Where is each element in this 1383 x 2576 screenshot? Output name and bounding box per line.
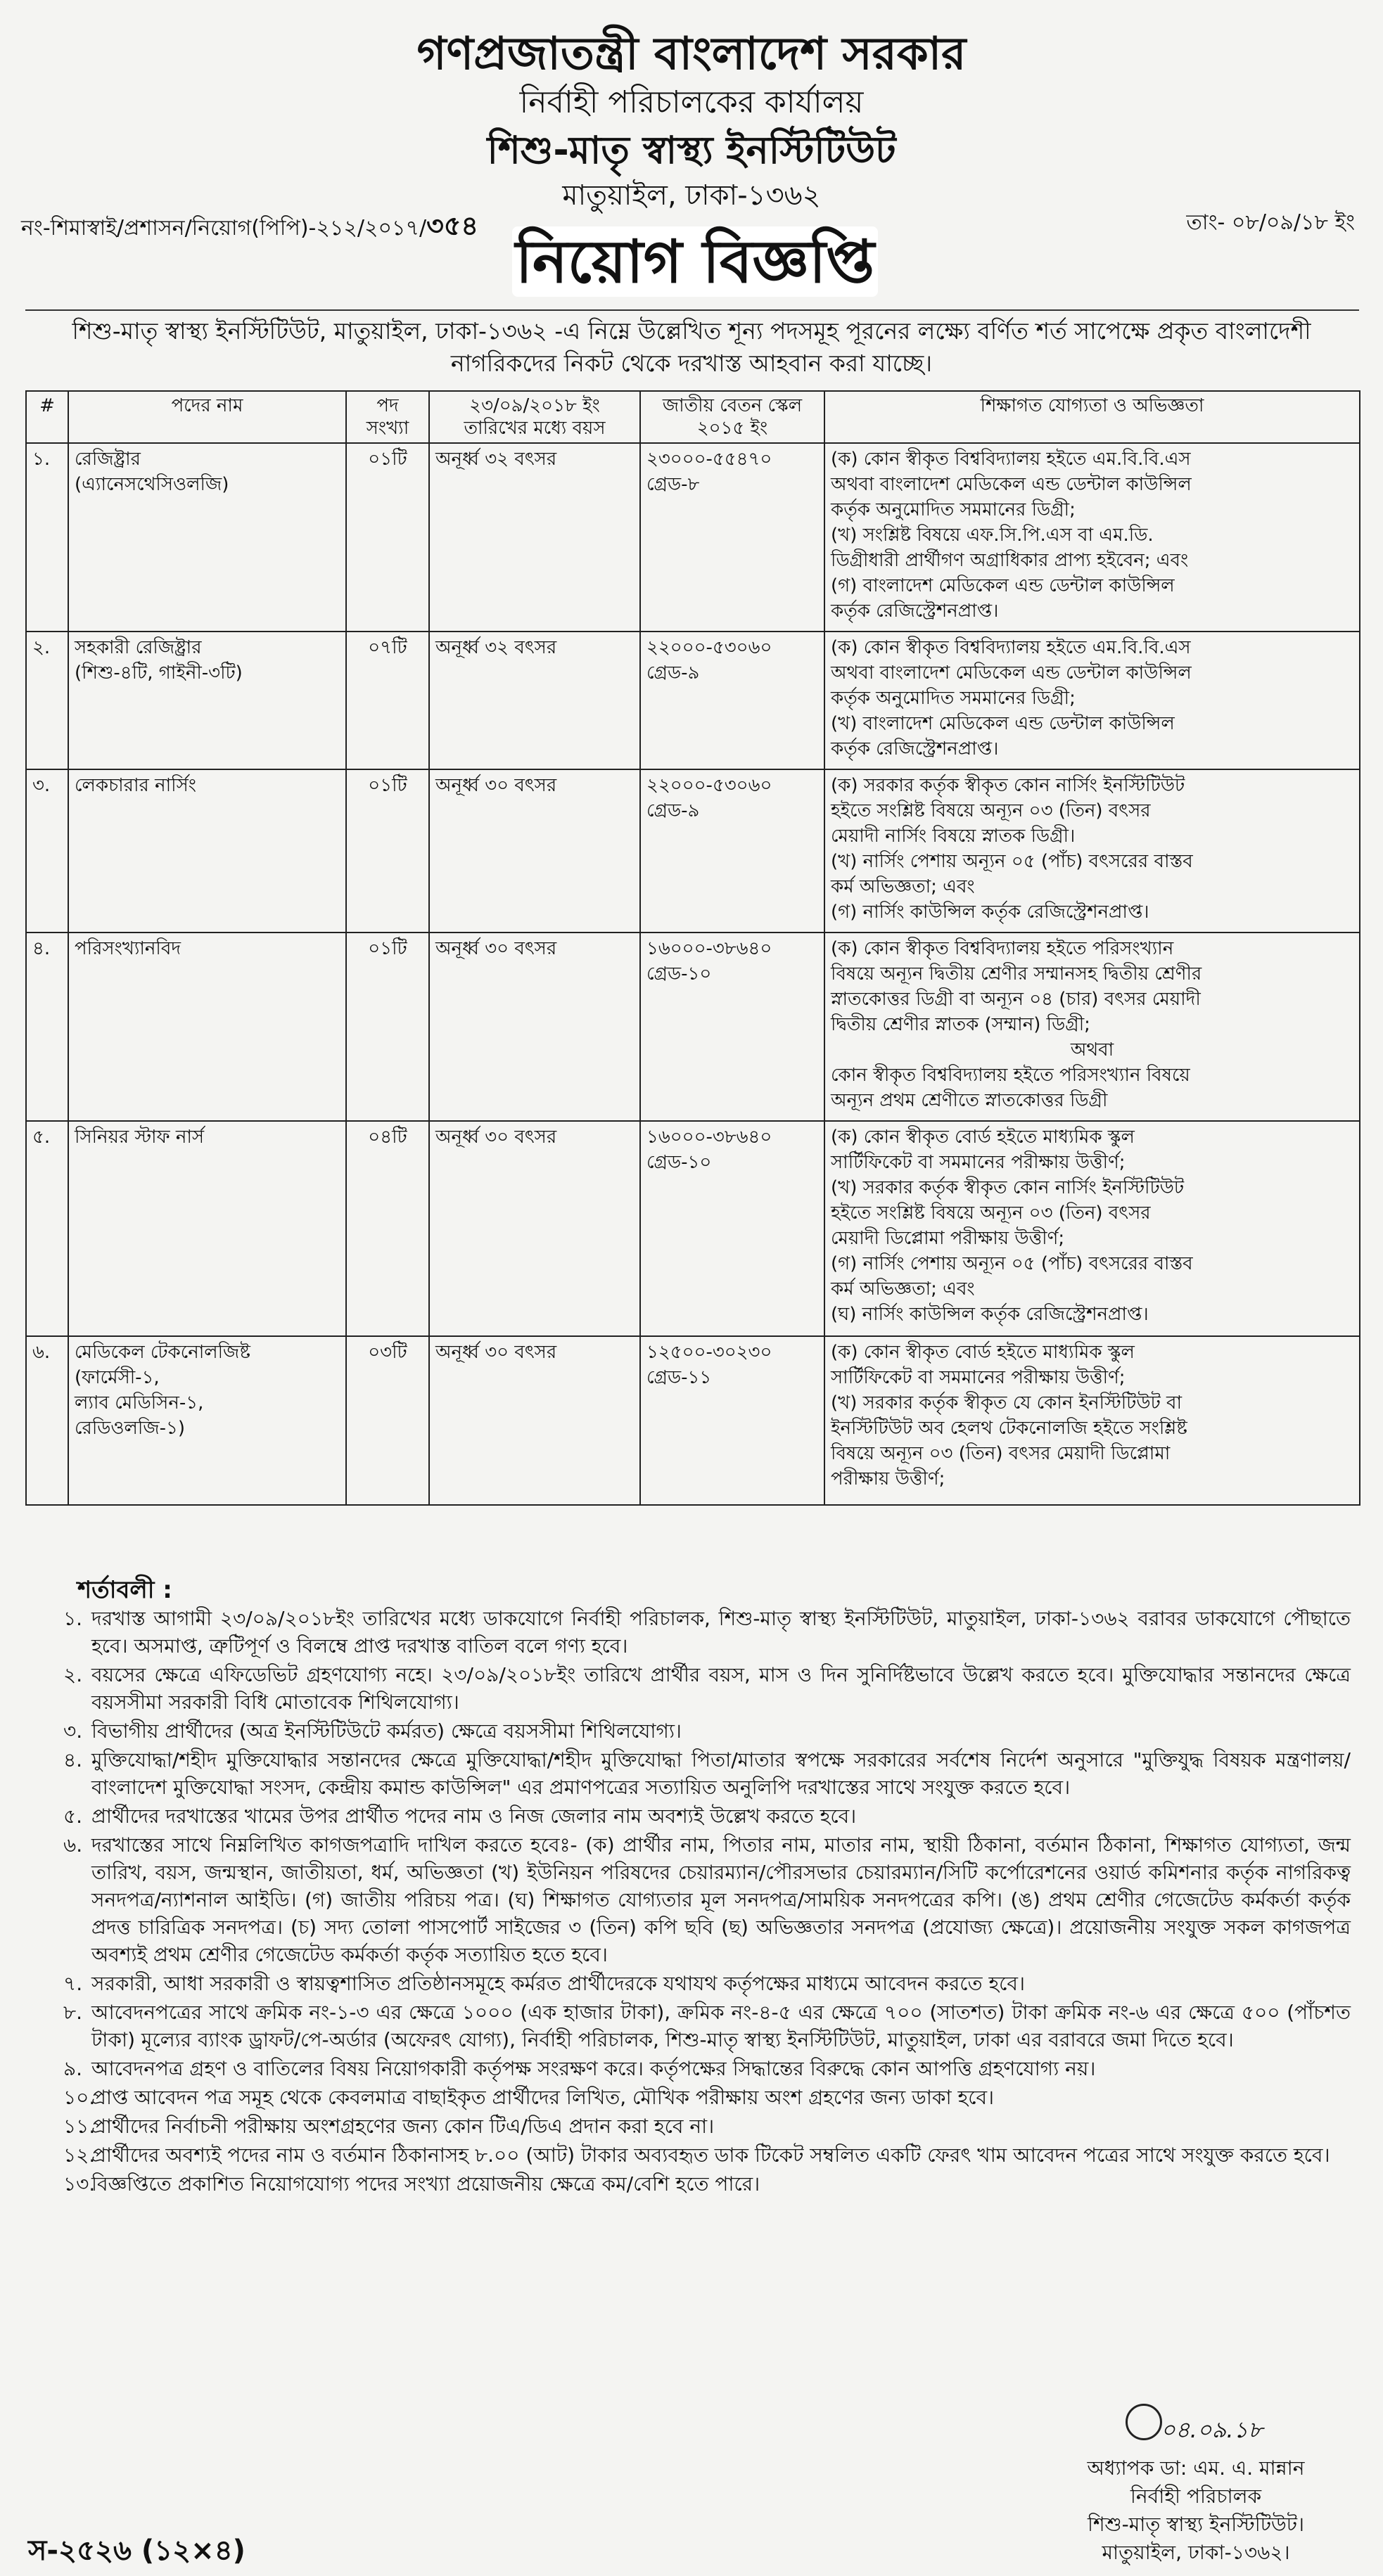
list-item (28, 1605, 1351, 1660)
term-text: প্রার্থীদের দরখাস্তের খামের উপর প্রার্থীত পদের নাম ও নিজ জেলার নাম অবশ্যই উল্লেখ করতে হবে। (91, 1805, 857, 1828)
signatory-address: মাতুয়াইল, ঢাকা-১৩৬২। (1102, 2541, 1290, 2564)
list-item (28, 2084, 1351, 2111)
qual-line: কর্তৃক রেজিস্ট্রেশনপ্রাপ্ত। (831, 601, 999, 622)
term-number: ৮. (63, 2001, 83, 2024)
qual-line: (ক) কোন স্বীকৃত বিশ্ববিদ্যালয় হইতে এম.বি.বি.এস (831, 449, 1191, 470)
qual-line: বিষয়ে অন্যূন ০৩ (তিন) বৎসর মেয়াদী ডিপ্লোমা (831, 1443, 1171, 1464)
term-text: দরখাস্ত আগামী ২৩/০৯/২০১৮ইং তারিখের মধ্যে ডাকযোগে নির্বাহী পরিচালক, শিশু-মাতৃ স্বাস্থ্য ইনস্টিটিউট, মাতুয়াইল, ঢাকা-১৩৬২ বরাবর ডাকযোগে পৌছাতে হবে। অসমাপ্ত, ত্রুটিপূর্ণ ও বিলম্বে প্রাপ্ত দরখাস্ত বাতিল বলে গণ্য হবে। (91, 1607, 1351, 1658)
cell-serial: ৬. (26, 1336, 68, 1505)
qual-line: হইতে সংশ্লিষ্ট বিষয়ে অন্যূন ০৩ (তিন) বৎসর (831, 800, 1151, 821)
term-number: ১১. (63, 2115, 96, 2138)
scale-range: ২৩০০০-৫৫৪৭০ (646, 449, 772, 470)
post-line: পরিসংখ্যানবিদ (75, 938, 181, 959)
list-item (28, 1999, 1351, 2053)
cell-scale (640, 1336, 824, 1505)
col-header-serial: # (26, 391, 68, 443)
terms-list (28, 1605, 1351, 2199)
cell-post (68, 632, 346, 769)
cell-age: অনূর্ধ্ব ৩০ বৎসর (429, 1121, 640, 1336)
term-number: ৯. (63, 2057, 83, 2080)
qual-line: অথবা বাংলাদেশ মেডিকেল এন্ড ডেন্টাল কাউন্সিল (831, 662, 1192, 684)
qual-line: (ক) সরকার কর্তৃক স্বীকৃত কোন নার্সিং ইনস্টিটিউট (831, 775, 1185, 796)
qual-line: (খ) সরকার কর্তৃক স্বীকৃত কোন নার্সিং ইনস্টিটিউট (831, 1177, 1185, 1198)
term-number: ৭. (63, 1972, 83, 1995)
cell-serial: ৩. (26, 769, 68, 933)
list-item (28, 2113, 1351, 2140)
cell-qualification (824, 443, 1360, 632)
table-row (26, 1121, 1360, 1336)
signature-date: ০৪.০৯.১৮ (1161, 2416, 1263, 2443)
term-number: ১০. (63, 2086, 96, 2109)
qual-line: (গ) বাংলাদেশ মেডিকেল এন্ড ডেন্টাল কাউন্সিল (831, 575, 1175, 596)
term-text: বয়সের ক্ষেত্রে এফিডেভিট গ্রহণযোগ্য নহে। ২৩/০৯/২০১৮ইং তারিখে প্রার্থীর বয়স, মাস ও দিন সুনির্দিষ্টভাবে উল্লেখ করতে হবে। মুক্তিযোদ্ধার সন্তানদের ক্ষেত্রে বয়সসীমা সরকারী বিধি মোতাবেক শিথিলযোগ্য। (91, 1663, 1351, 1714)
qual-line: কর্ম অভিজ্ঞতা; এবং (831, 876, 975, 897)
qual-line: (খ) বাংলাদেশ মেডিকেল এন্ড ডেন্টাল কাউন্সিল (831, 713, 1175, 734)
qual-line: (ঘ) নার্সিং কাউন্সিল কর্তৃক রেজিস্ট্রেশনপ্রাপ্ত। (831, 1304, 1149, 1325)
scale-grade: গ্রেড-৮ (646, 474, 700, 495)
cell-qualification (824, 769, 1360, 933)
signature-mark (1126, 2404, 1162, 2440)
signatory-name: অধ্যাপক ডা: এম. এ. মান্নান (1087, 2456, 1305, 2480)
cell-qualification (824, 1336, 1360, 1505)
cell-count: ০১টি (346, 769, 429, 933)
list-item (28, 1802, 1351, 1830)
term-text: বিজ্ঞপ্তিতে প্রকাশিত নিয়োগযোগ্য পদের সংখ্যা প্রয়োজনীয় ক্ষেত্রে কম/বেশি হতে পারে। (91, 2172, 760, 2196)
cell-count: ০৩টি (346, 1336, 429, 1505)
government-title: গণপ্রজাতন্ত্রী বাংলাদেশ সরকার (416, 28, 967, 80)
list-item (28, 2170, 1351, 2198)
term-text: দরখাস্তের সাথে নিম্নলিখিত কাগজপত্রাদি দাখিল করতে হবেঃ- (ক) প্রার্থীর নাম, পিতার নাম, মাতার নাম, স্থায়ী ঠিকানা, বর্তমান ঠিকানা, শিক্ষাগত যোগ্যতা, জন্ম তারিখ, বয়স, জন্মস্থান, জাতীয়তা, ধর্ম, অভিজ্ঞতা (খ) ইউনিয়ন পরিষদের চেয়ারম্যান/পৌরসভার চেয়ারম্যান/সিটি কর্পোরেশনের ওয়ার্ড কমিশনার কর্তৃক নাগরিকত্ব সনদপত্র/ন্যাশনাল আইডি। (গ) জাতীয় পরিচয় পত্র। (ঘ) শিক্ষাগত যোগ্যতার মূল সনদপত্র/সাময়িক সনদপত্রের কপি। (ঙ) প্রথম শ্রেণীর গেজেটেড কর্মকর্তা কর্তৃক প্রদত্ত চারিত্রিক সনদপত্র। (চ) সদ্য তোলা পাসপোর্ট সাইজের ৩ (তিন) কপি ছবি (ছ) অভিজ্ঞতার সনদপত্র (প্রযোজ্য ক্ষেত্রে)। প্রয়োজনীয় সংযুক্ত সকল কাগজপত্র অবশ্যই প্রথম শ্রেণীর গেজেটেড কর্মকর্তা কর্তৃক সত্যায়িত হতে হবে। (91, 1833, 1351, 1966)
list-item (28, 2055, 1351, 2082)
list-item (28, 2141, 1351, 2169)
col-header-count: পদ সংখ্যা (346, 391, 429, 443)
list-item (28, 1717, 1351, 1745)
divider (25, 309, 1359, 311)
post-line: সিনিয়র স্টাফ নার্স (75, 1127, 205, 1148)
scale-grade: গ্রেড-৯ (646, 662, 700, 684)
qual-line: কর্তৃক অনুমোদিত সমমানের ডিগ্রী; (831, 688, 1076, 709)
cell-age: অনূর্ধ্ব ৩০ বৎসর (429, 769, 640, 933)
qual-line: কর্তৃক অনুমোদিত সমমানের ডিগ্রী; (831, 499, 1076, 520)
cell-age: অনূর্ধ্ব ৩০ বৎসর (429, 1336, 640, 1505)
term-number: ২. (63, 1663, 83, 1686)
list-item (28, 1831, 1351, 1968)
qual-line: অথবা বাংলাদেশ মেডিকেল এন্ড ডেন্টাল কাউন্সিল (831, 474, 1192, 495)
qual-line: বিষয়ে অন্যূন দ্বিতীয় শ্রেণীর সম্মানসহ দ্বিতীয় শ্রেণীর (831, 963, 1202, 985)
post-line: সহকারী রেজিষ্ট্রার (75, 637, 202, 658)
term-text: প্রার্থীদের নির্বাচনী পরীক্ষায় অংশগ্রহণের জন্য কোন টিএ/ডিএ প্রদান করা হবে না। (91, 2115, 715, 2138)
cell-count: ০১টি (346, 933, 429, 1121)
qual-line: (ক) কোন স্বীকৃত বোর্ড হইতে মাধ্যমিক স্কুল (831, 1127, 1135, 1148)
qual-line: দ্বিতীয় শ্রেণীর স্নাতক (সম্মান) ডিগ্রী; (831, 1014, 1090, 1035)
qual-line: (গ) নার্সিং পেশায় অন্যূন ০৫ (পাঁচ) বৎসরের বাস্তব (831, 1253, 1193, 1274)
term-number: ৪. (63, 1748, 83, 1771)
cell-serial: ৪. (26, 933, 68, 1121)
col-header-post: পদের নাম (68, 391, 346, 443)
scale-grade: গ্রেড-১০ (646, 963, 712, 985)
term-text: প্রাপ্ত আবেদন পত্র সমূহ থেকে কেবলমাত্র বাছাইকৃত প্রার্থীদের লিখিত, মৌখিক পরীক্ষায় অংশ গ্রহণের জন্য ডাকা হবে। (91, 2086, 995, 2109)
scale-range: ১৬০০০-৩৮৬৪০ (646, 1127, 772, 1148)
terms-heading: শর্তাবলী : (77, 1576, 172, 1604)
list-item (28, 1661, 1351, 1716)
notice-date: তাং- ০৮/০৯/১৮ ইং (1186, 210, 1355, 235)
cell-qualification (824, 933, 1360, 1121)
scale-grade: গ্রেড-১০ (646, 1152, 712, 1173)
qual-line: সার্টিফিকেট বা সমমানের পরীক্ষায় উত্তীর্ণ; (831, 1152, 1126, 1173)
qual-line: (গ) নার্সিং কাউন্সিল কর্তৃক রেজিস্ট্রেশনপ্রাপ্ত। (831, 902, 1149, 923)
table-row (26, 933, 1360, 1121)
cell-qualification (824, 1121, 1360, 1336)
cell-scale (640, 443, 824, 632)
post-line: রেডিওলজি-১) (75, 1418, 186, 1439)
cell-scale (640, 1121, 824, 1336)
post-line: ল্যাব মেডিসিন-১, (75, 1392, 204, 1414)
list-item (28, 1970, 1351, 1997)
qual-line: স্নাতকোত্তর ডিগ্রী বা অন্যূন ০৪ (চার) বৎসর মেয়াদী (831, 989, 1201, 1010)
qual-line: (খ) নার্সিং পেশায় অন্যূন ০৫ (পাঁচ) বৎসরের বাস্তব (831, 851, 1193, 872)
post-line: (এ্যানেসথেসিওলজি) (75, 474, 229, 495)
cell-serial: ১. (26, 443, 68, 632)
cell-age: অনূর্ধ্ব ৩২ বৎসর (429, 632, 640, 769)
scale-grade: গ্রেড-৯ (646, 800, 700, 821)
qual-line: কর্ম অভিজ্ঞতা; এবং (831, 1279, 975, 1300)
scale-range: ১৬০০০-৩৮৬৪০ (646, 938, 772, 959)
qual-line: হইতে সংশ্লিষ্ট বিষয়ে অন্যূন ০৩ (তিন) বৎসর (831, 1203, 1151, 1224)
post-line: (শিশু-৪টি, গাইনী-৩টি) (75, 662, 243, 684)
col-header-scale: জাতীয় বেতন স্কেল ২০১৫ ইং (640, 391, 824, 443)
cell-serial: ৫. (26, 1121, 68, 1336)
institute-address: মাতুয়াইল, ঢাকা-১৩৬২ (562, 179, 821, 212)
office-name: নির্বাহী পরিচালকের কার্যালয় (519, 84, 864, 120)
qual-line: কর্তৃক রেজিস্ট্রেশনপ্রাপ্ত। (831, 738, 999, 760)
table-row (26, 443, 1360, 632)
cell-serial: ২. (26, 632, 68, 769)
cell-post (68, 933, 346, 1121)
qual-line: (ক) কোন স্বীকৃত বিশ্ববিদ্যালয় হইতে পরিসংখ্যান (831, 938, 1174, 959)
signature-block (1027, 2454, 1365, 2567)
cell-post (68, 1121, 346, 1336)
qual-line: কোন স্বীকৃত বিশ্ববিদ্যালয় হইতে পরিসংখ্যান বিষয়ে (831, 1065, 1190, 1086)
cell-age: অনূর্ধ্ব ৩২ বৎসর (429, 443, 640, 632)
table-row (26, 769, 1360, 933)
qual-line: (খ) সংশ্লিষ্ট বিষয়ে এফ.সি.পি.এস বা এম.ডি. (831, 525, 1154, 546)
table-row (26, 632, 1360, 769)
ad-code: স-২৫২৬ (১২×৪) (28, 2535, 246, 2567)
qual-line: মেয়াদী ডিপ্লোমা পরীক্ষায় উত্তীর্ণ; (831, 1228, 1065, 1249)
cell-qualification (824, 632, 1360, 769)
qual-line: (ক) কোন স্বীকৃত বোর্ড হইতে মাধ্যমিক স্কুল (831, 1342, 1135, 1363)
memo-prefix: নং-শিমাস্বাই/প্রশাসন/নিয়োগ(পিপি)-২১২/২০১৭/ (21, 216, 427, 241)
cell-age: অনূর্ধ্ব ৩০ বৎসর (429, 933, 640, 1121)
cell-count: ০৭টি (346, 632, 429, 769)
qual-line: (খ) সরকার কর্তৃক স্বীকৃত যে কোন ইনস্টিটিউট বা (831, 1392, 1183, 1414)
post-line: লেকচারার নার্সিং (75, 775, 196, 796)
term-text: মুক্তিযোদ্ধা/শহীদ মুক্তিযোদ্ধার সন্তানদের ক্ষেত্রে মুক্তিযোদ্ধা/শহীদ মুক্তিযোদ্ধা পিতা/মাতার স্বপক্ষে সরকারের সর্বশেষ নির্দেশ অনুসারে "মুক্তিযুদ্ধ বিষয়ক মন্ত্রণালয়/বাংলাদেশ মুক্তিযোদ্ধা সংসদ, কেন্দ্রীয় কমান্ড কাউন্সিল" এর প্রমাণপত্রের সত্যায়িত অনুলিপি দরখাস্তের সাথে সংযুক্ত করতে হবে। (91, 1748, 1351, 1799)
list-item (28, 1746, 1351, 1801)
intro-paragraph: শিশু-মাতৃ স্বাস্থ্য ইনস্টিটিউট, মাতুয়াইল, ঢাকা-১৩৬২ -এ নিম্নে উল্লেখিত শূন্য পদসমূহ পূরনের লক্ষ্যে বর্ণিত শর্ত সাপেক্ষে প্রকৃত বাংলাদেশী নাগরিকদের নিকট থেকে দরখাস্ত আহবান করা যাচ্ছে। (72, 317, 1311, 377)
term-text: বিভাগীয় প্রার্থীদের (অত্র ইনস্টিটিউটে কর্মরত) ক্ষেত্রে বয়সসীমা শিথিলযোগ্য। (91, 1719, 682, 1743)
signatory-institute: শিশু-মাতৃ স্বাস্থ্য ইনস্টিটিউট। (1087, 2513, 1305, 2536)
vacancy-table (25, 390, 1360, 1506)
term-text: সরকারী, আধা সরকারী ও স্বায়ত্বশাসিত প্রতিষ্ঠানসমূহে কর্মরত প্রার্থীদেরকে যথাযথ কর্তৃপক্ষের মাধ্যমে আবেদন করতে হবে। (91, 1972, 1025, 1995)
cell-scale (640, 769, 824, 933)
term-number: ৬. (63, 1833, 83, 1857)
qual-line: পরীক্ষায় উত্তীর্ণ; (831, 1468, 945, 1489)
qual-line: ডিগ্রীধারী প্রার্থীগণ অগ্রাধিকার প্রাপ্য হইবেন; এবং (831, 550, 1189, 571)
cell-scale (640, 933, 824, 1121)
post-line: রেজিষ্ট্রার (75, 449, 141, 470)
qual-line: মেয়াদী নার্সিং বিষয়ে স্নাতক ডিগ্রী। (831, 826, 1076, 847)
scale-range: ১২৫০০-৩০২৩০ (646, 1342, 772, 1363)
term-number: ৩. (63, 1719, 83, 1743)
table-header-row (26, 391, 1360, 443)
table-row (26, 1336, 1360, 1505)
notice-title: নিয়োগ বিজ্ঞপ্তি (512, 226, 878, 297)
qual-line: অন্যূন প্রথম শ্রেণীতে স্নাতকোত্তর ডিগ্রী (831, 1090, 1108, 1111)
cell-post (68, 769, 346, 933)
scale-range: ২২০০০-৫৩০৬০ (646, 637, 772, 658)
institute-name: শিশু-মাতৃ স্বাস্থ্য ইনস্টিটিউট (487, 128, 896, 172)
scale-range: ২২০০০-৫৩০৬০ (646, 775, 772, 796)
qual-line: ইনস্টিটিউট অব হেলথ টেকনোলজি হইতে সংশ্লিষ্ট (831, 1418, 1187, 1439)
qual-line: সার্টিফিকেট বা সমমানের পরীক্ষায় উত্তীর্ণ; (831, 1367, 1126, 1388)
memo-number (21, 205, 478, 250)
cell-count: ০৪টি (346, 1121, 429, 1336)
cell-post (68, 1336, 346, 1505)
memo-serial: ৩৫৪ (426, 210, 479, 241)
term-text: প্রার্থীদের অবশ্যই পদের নাম ও বর্তমান ঠিকানাসহ ৮.০০ (আট) টাকার অব্যবহৃত ডাক টিকেট সম্বলিত একটি ফেরৎ খাম আবেদন পত্রের সাথে সংযুক্ত করতে হবে। (91, 2144, 1330, 2167)
term-number: ১৩. (63, 2172, 96, 2196)
post-line: (ফার্মেসী-১, (75, 1367, 160, 1388)
term-number: ১২. (63, 2144, 96, 2167)
scale-grade: গ্রেড-১১ (646, 1367, 712, 1388)
col-header-age: ২৩/০৯/২০১৮ ইং তারিখের মধ্যে বয়স (429, 391, 640, 443)
qual-line: (ক) কোন স্বীকৃত বিশ্ববিদ্যালয় হইতে এম.বি.বি.এস (831, 637, 1191, 658)
cell-count: ০১টি (346, 443, 429, 632)
post-line: মেডিকেল টেকনোলজিষ্ট (75, 1342, 250, 1363)
term-number: ৫. (63, 1805, 83, 1828)
col-header-qualification: শিক্ষাগত যোগ্যতা ও অভিজ্ঞতা (824, 391, 1360, 443)
cell-scale (640, 632, 824, 769)
term-text: আবেদনপত্রের সাথে ক্রমিক নং-১-৩ এর ক্ষেত্রে ১০০০ (এক হাজার টাকা), ক্রমিক নং-৪-৫ এর ক্ষেত্রে ৭০০ (সাতশত) টাকা ক্রমিক নং-৬ এর ক্ষেত্রে ৫০০ (পাঁচশত টাকা) মূল্যের ব্যাংক ড্রাফট/পে-অর্ডার (অফেরৎ যোগ্য), নির্বাহী পরিচালক, শিশু-মাতৃ স্বাস্থ্য ইনস্টিটিউট, মাতুয়াইল, ঢাকা এর বরাবরে জমা দিতে হবে। (91, 2001, 1351, 2051)
term-text: আবেদনপত্র গ্রহণ ও বাতিলের বিষয় নিয়োগকারী কর্তৃপক্ষ সংরক্ষণ করে। কর্তৃপক্ষের সিদ্ধান্তের বিরুদ্ধে কোন আপত্তি গ্রহণযোগ্য নয়। (91, 2057, 1096, 2080)
signatory-designation: নির্বাহী পরিচালক (1130, 2485, 1262, 2508)
term-number: ১. (63, 1607, 83, 1630)
cell-post (68, 443, 346, 632)
qual-or: অথবা (1070, 1039, 1114, 1060)
